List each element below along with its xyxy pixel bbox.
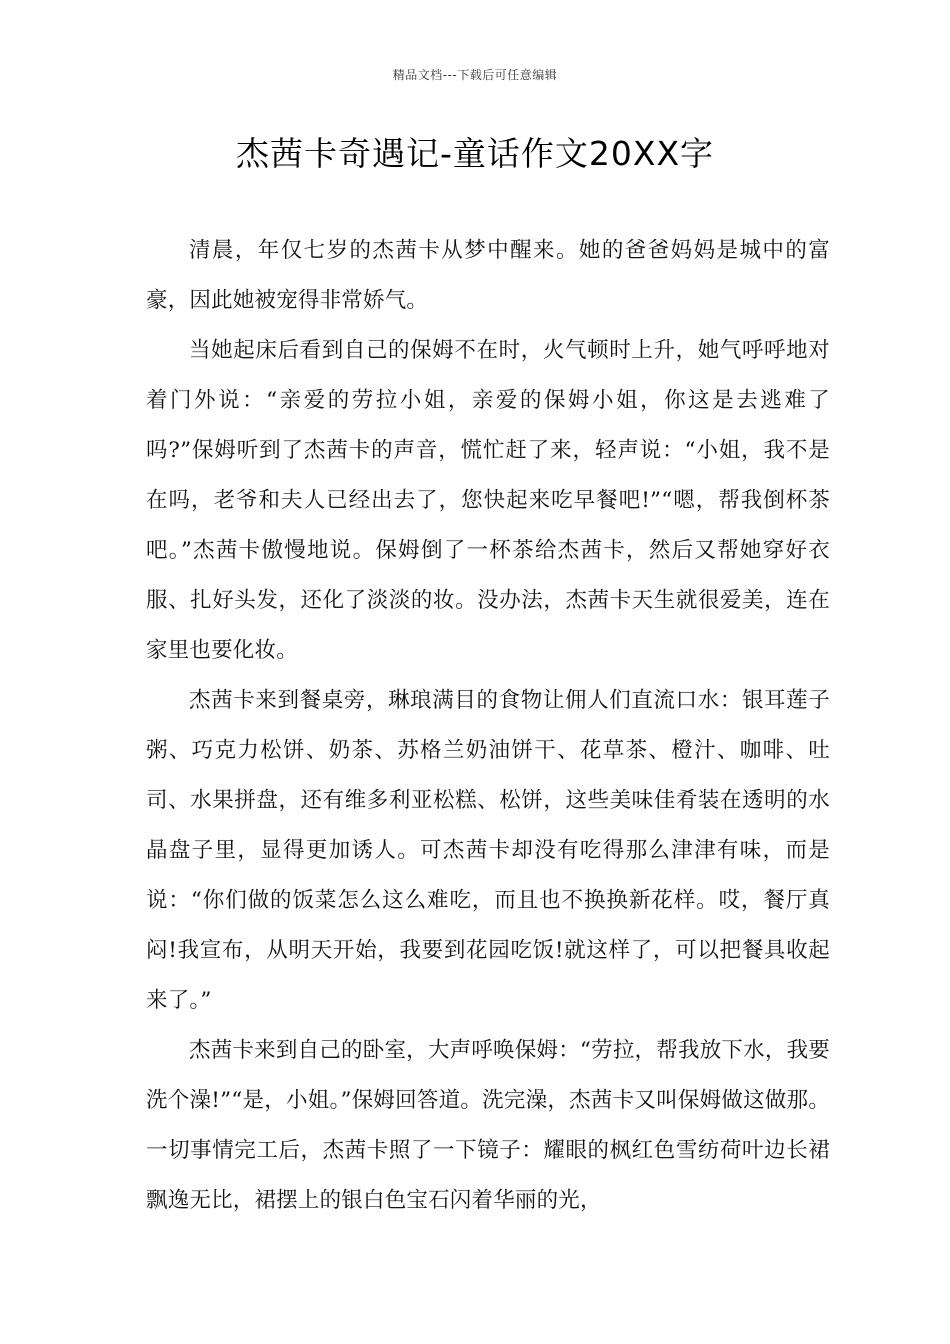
paragraph-3: 杰茜卡来到餐桌旁，琳琅满目的食物让佣人们直流口水：银耳莲子粥、巧克力松饼、奶茶、苏格兰奶油饼干、花草茶、橙汁、咖啡、吐司、水果拼盘，还有维多利亚松糕、松饼，这些美味佳肴装在透明的水晶盘子里，显得更加诱人。可杰茜卡却没有吃得那么津津有味，而是说：“你们做的饭菜怎么这么难吃，而且也不换换新花样。哎，餐厅真闷!我宣布，从明天开始，我要到花园吃饭!就这样了，可以把餐具收起来了。” (146, 688, 830, 1013)
paragraph-4: 杰茜卡来到自己的卧室，大声呼唤保姆：“劳拉，帮我放下水，我要洗个澡!”“是，小姐。”保姆回答道。洗完澡，杰茜卡又叫保姆做这做那。一切事情完工后，杰茜卡照了一下镜子：耀眼的枫红色雪纺荷叶边长裙飘逸无比，裙摆上的银白色宝石闪着华丽的光， (146, 1038, 830, 1213)
paragraph-2: 当她起床后看到自己的保姆不在时，火气顿时上升，她气呼呼地对着门外说：“亲爱的劳拉小姐，亲爱的保姆小姐，你这是去逃难了吗?”保姆听到了杰茜卡的声音，慌忙赶了来，轻声说：“小姐，我不是在吗，老爷和夫人已经出去了，您快起来吃早餐吧!”“嗯，帮我倒杯茶吧。”杰茜卡傲慢地说。保姆倒了一杯茶给杰茜卡，然后又帮她穿好衣服、扎好头发，还化了淡淡的妆。没办法，杰茜卡天生就很爱美，连在家里也要化妆。 (146, 338, 830, 663)
paragraph-1: 清晨，年仅七岁的杰茜卡从梦中醒来。她的爸爸妈妈是城中的富豪，因此她被宠得非常娇气。 (146, 238, 830, 313)
article-body (146, 226, 830, 1226)
page-title: 杰茜卡奇遇记-童话作文20XX字 (235, 134, 715, 173)
header-note: 精品文档---下载后可任意编辑 (392, 68, 558, 82)
